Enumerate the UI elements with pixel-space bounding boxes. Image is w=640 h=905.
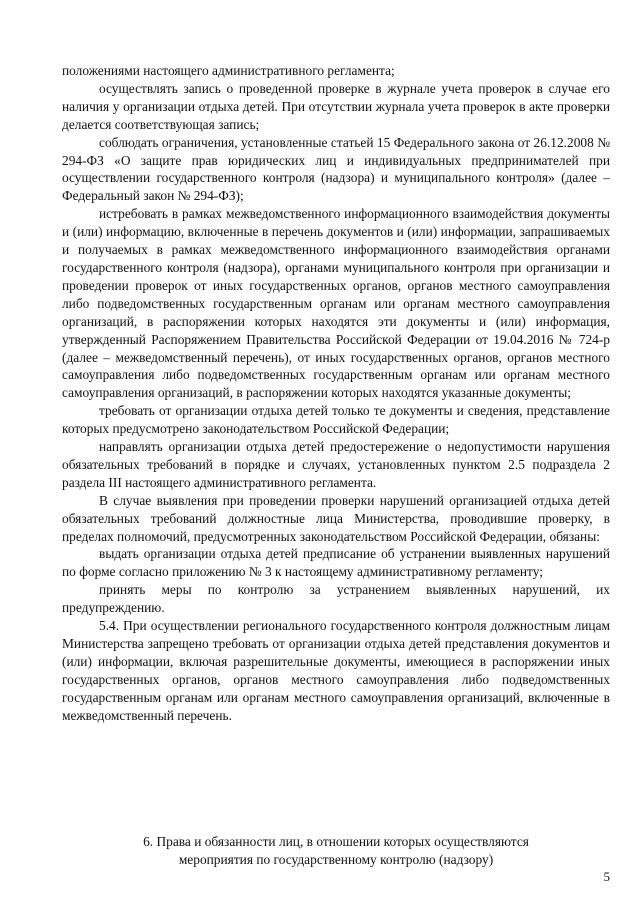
paragraph: соблюдать ограничения, установленные статьей 15 Федерального закона от 26.12.2008 № 294-ФЗ «О защите прав юридических лиц и индивидуальных предпринимателей при осуществлении государственного контроля (надзора) и муниципального контроля» (далее – Федеральный закон № 294-ФЗ); bbox=[62, 134, 610, 204]
section-heading-line: мероприятия по государственному контролю (надзору) bbox=[178, 851, 494, 867]
paragraph: принять меры по контролю за устранением выявленных нарушений, их предупреждению. bbox=[62, 582, 610, 616]
paragraph: требовать от организации отдыха детей только те документы и сведения, представление которых предусмотрено законодательством Российской Федерации; bbox=[62, 403, 610, 437]
paragraph: истребовать в рамках межведомственного информационного взаимодействия документы и (или) информацию, включенные в перечень документов и (или) информации, запрашиваемых и получаемых в рамках межведомственного информационного взаимодействия органами государственного контроля (надзора), органами муниципального контроля при организации и проведении проверок от иных государственных органов, органов местного самоуправления либо подведомственных государственным органам или органам местного самоуправления организаций, в распоряжении которых находятся эти документы и (или) информация, утвержденный Распоряжением Правительства Российской Федерации от 19.04.2016 № 724-р (далее – межведомственный перечень), от иных государственных органов, органов местного самоуправления либо подведомственных государственным органам или органам местного самоуправления организаций, в распоряжении которых находятся указанные документы; bbox=[62, 206, 610, 401]
paragraph: В случае выявления при проведении проверки нарушений организацией отдыха детей обязательных требований должностные лица Министерства, проводившие проверку, в пределах полномочий, предусмотренных законодательством Российской Федерации, обязаны: bbox=[62, 492, 610, 544]
section-heading-line: 6. Права и обязанности лиц, в отношении которых осуществляются bbox=[143, 834, 529, 849]
section-heading bbox=[62, 833, 610, 869]
body-text bbox=[62, 62, 610, 725]
paragraph: осуществлять запись о проведенной проверке в журнале учета проверок в случае его наличия у организации отдыха детей. При отсутствии журнала учета проверок в акте проверки делается соответствующая запись; bbox=[62, 80, 610, 132]
paragraph: положениями настоящего административного регламента; bbox=[62, 63, 395, 78]
paragraph: 5.4. При осуществлении регионального государственного контроля должностным лицам Министерства запрещено требовать от организации отдыха детей представления документов и (или) информации, включая разрешительные документы, имеющиеся в распоряжении иных государственных органов, органов местного самоуправления либо подведомственных государственным органам или органам местного самоуправления организаций, включенные в межведомственный перечень. bbox=[62, 618, 610, 723]
paragraph: выдать организации отдыха детей предписание об устранении выявленных нарушений по форме согласно приложению № 3 к настоящему административному регламенту; bbox=[62, 546, 610, 580]
paragraph: направлять организации отдыха детей предостережение о недопустимости нарушения обязательных требований в порядке и случаях, установленных пунктом 2.5 подраздела 2 раздела III настоящего административного регламента. bbox=[62, 439, 610, 490]
page-number: 5 bbox=[603, 869, 610, 884]
